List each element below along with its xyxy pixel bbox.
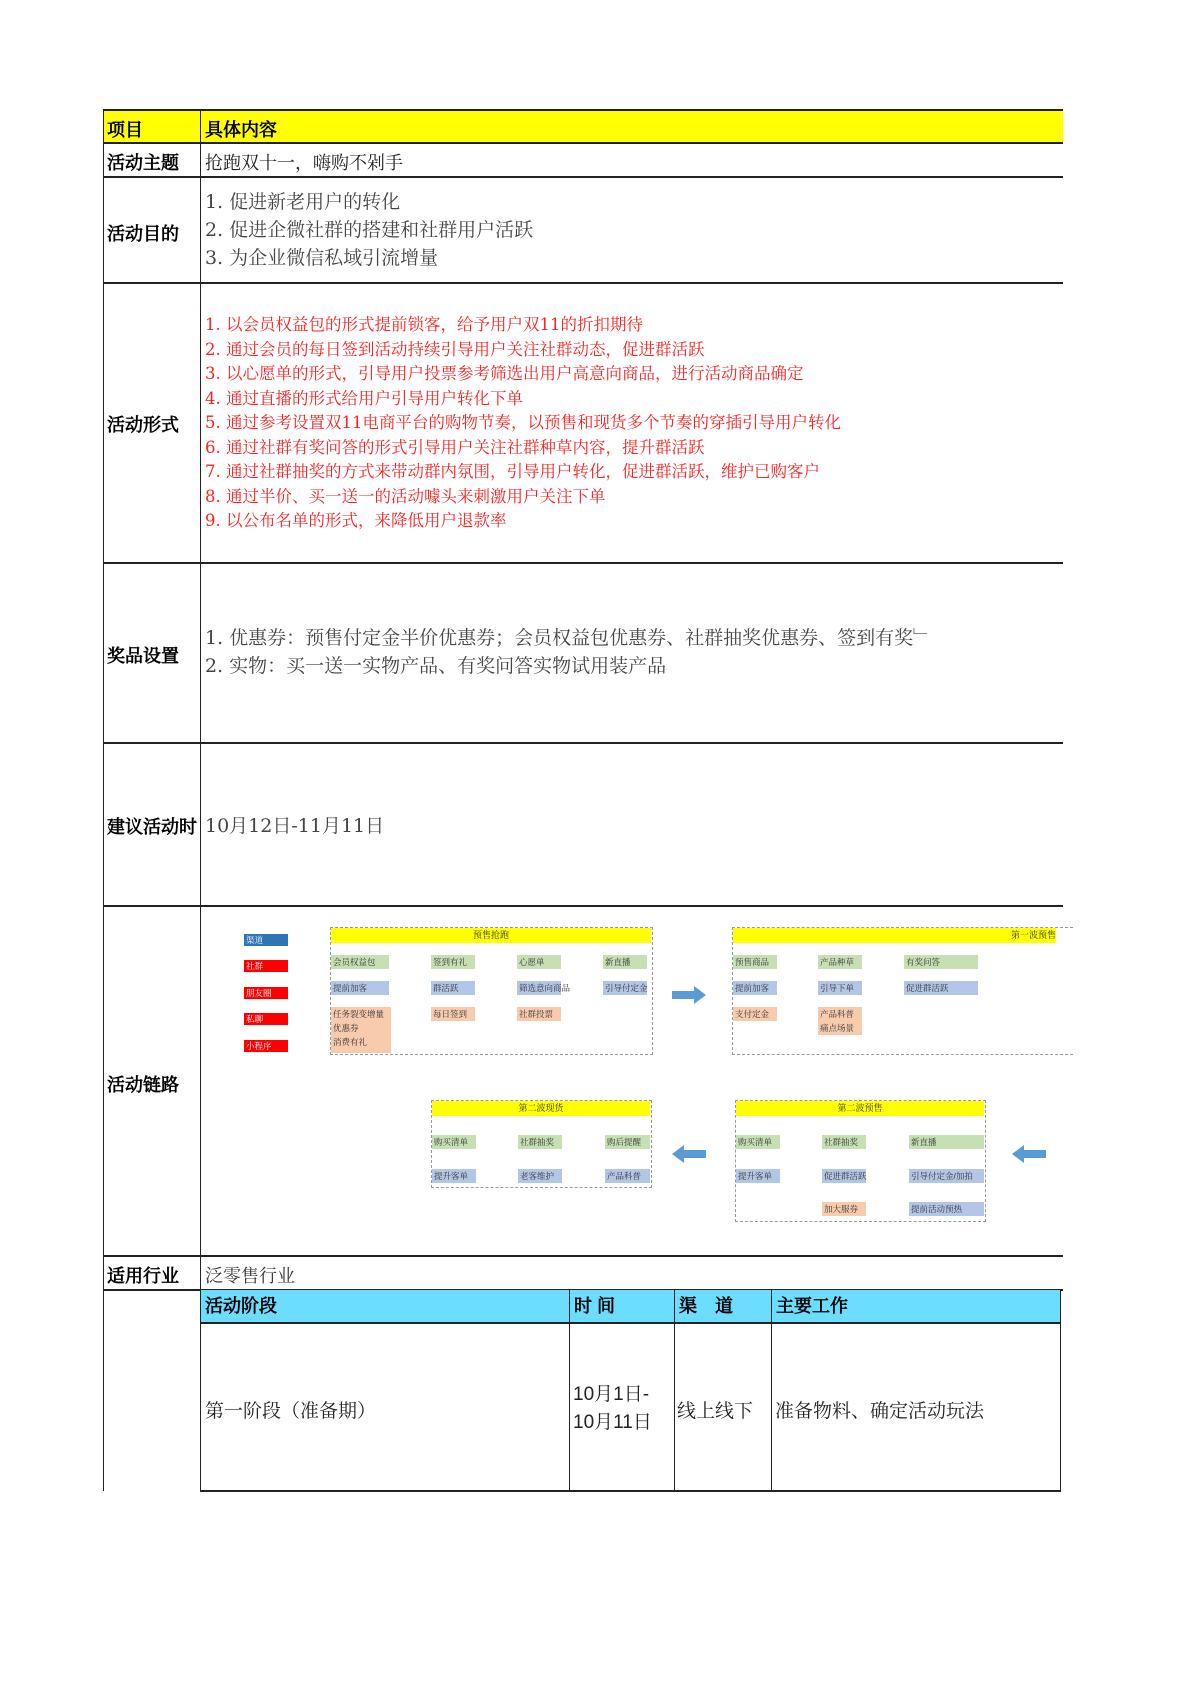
- flow-item: 筛选意向商品: [519, 983, 571, 993]
- border: [200, 1490, 1061, 1492]
- flow-item-stack: [331, 1007, 391, 1053]
- form-item: 3. 以心愿单的形式，引导用户投票参考筛选出用户高意向商品，进行活动商品确定: [205, 364, 804, 383]
- purpose-list: [205, 188, 533, 272]
- form-item: 7. 通过社群抽奖的方式来带动群内氛围，引导用户转化，促进群活跃，维护已购客户: [205, 462, 820, 481]
- purpose-item: 2. 促进企微社群的搭建和社群用户活跃: [205, 219, 534, 241]
- border: [103, 1255, 1063, 1257]
- flow-item: 提前加客: [733, 981, 777, 995]
- schedule-time-start: 10月1日-: [573, 1384, 650, 1405]
- flow-box-first-presale: [732, 927, 1073, 1055]
- flow-item: 产品种草: [818, 955, 862, 969]
- flow-item: 老客维护: [518, 1169, 562, 1183]
- flow-item: 促进群活跃: [904, 981, 978, 995]
- chain-label: 活动链路: [107, 1075, 179, 1095]
- flow-item: 提前活动预热: [909, 1202, 984, 1216]
- border: [103, 905, 1063, 907]
- arrow-right-icon: [672, 986, 706, 1004]
- flow-item: 社群抽奖: [518, 1135, 562, 1149]
- flow-item: 促进群活跃: [824, 1171, 867, 1181]
- flow-item: 引导付定金/加拍: [909, 1169, 984, 1183]
- time-label: 建议活动时: [107, 817, 197, 837]
- border: [103, 176, 1063, 178]
- arrow-left-icon: [1012, 1145, 1046, 1163]
- flow-item: 新直播: [909, 1135, 984, 1149]
- border: [200, 1322, 1061, 1324]
- prize-item: 2. 实物：买一送一实物产品、有奖问答实物试用装产品: [205, 655, 667, 677]
- prize-item: 1. 优惠券：预售付定金半价优惠券；会员权益包优惠券、社群抽奖优惠券、签到有奖﹂: [205, 627, 933, 649]
- schedule-stage: 第一阶段（准备期）: [205, 1401, 377, 1422]
- schedule-channel: 线上线下: [677, 1401, 754, 1422]
- flow-item: 引导付定金: [605, 983, 648, 993]
- form-item: 2. 通过会员的每日签到活动持续引导用户关注社群动态，促进群活跃: [205, 339, 705, 359]
- flow-item: 会员权益包: [331, 955, 389, 969]
- schedule-header-work: 主要工作: [772, 1290, 1060, 1323]
- flow-item: 心愿单: [517, 955, 561, 969]
- schedule-header-channel: 渠 道: [675, 1290, 771, 1323]
- flow-item: 新直播: [603, 955, 647, 969]
- border: [103, 742, 1063, 744]
- border: [103, 142, 1063, 144]
- theme-value: 抢跑双十一，嗨购不剁手: [205, 153, 403, 173]
- border: [103, 282, 1063, 284]
- flow-item: 有奖问答: [904, 955, 978, 969]
- prize-label: 奖品设置: [107, 646, 179, 666]
- flow-item: 任务裂变增量: [333, 1009, 385, 1019]
- flow-item: 提升客单: [736, 1169, 780, 1183]
- flow-item: 加大服券: [822, 1202, 866, 1216]
- flow-item: 产品科普: [605, 1169, 650, 1183]
- flow-item: 社群投票: [517, 1007, 561, 1021]
- border: [1060, 1290, 1061, 1491]
- industry-value: 泛零售行业: [205, 1266, 295, 1286]
- flow-title: 第二波预售: [736, 1101, 984, 1116]
- form-item: 4. 通过直播的形式给用户引导用户转化下单: [205, 388, 523, 408]
- form-item: 5. 通过参考设置双11电商平台的购物节奏，以预售和现货多个节奏的穿插引导用户转化: [205, 413, 841, 432]
- border: [771, 1290, 772, 1491]
- purpose-item: 1. 促进新老用户的转化: [205, 191, 401, 213]
- flow-item: 消费有礼: [333, 1037, 368, 1047]
- flow-title: 第二波现货: [432, 1101, 650, 1116]
- industry-label: 适用行业: [107, 1266, 179, 1286]
- legend-mini-program: 小程序: [244, 1040, 288, 1052]
- purpose-item: 3. 为企业微信私域引流增量: [205, 247, 439, 269]
- flow-item: 每日签到: [431, 1007, 475, 1021]
- form-list: [205, 313, 841, 534]
- border: [569, 1290, 570, 1491]
- time-value: 10月12日-11月11日: [205, 815, 385, 837]
- flow-item: 购买清单: [432, 1135, 476, 1149]
- border: [103, 109, 104, 1491]
- flow-item-stack: [818, 1007, 862, 1035]
- form-item: 8. 通过半价、买一送一的活动噱头来刺激用户关注下单: [205, 486, 606, 506]
- flow-item: 预售商品: [733, 955, 777, 969]
- form-item: 9. 以公布名单的形式，来降低用户退款率: [205, 511, 507, 530]
- legend-channel: 渠道: [244, 934, 288, 946]
- schedule-work: 准备物料、确定活动玩法: [775, 1401, 985, 1422]
- border: [103, 562, 1063, 564]
- flow-item: 社群抽奖: [822, 1135, 866, 1149]
- border: [674, 1290, 675, 1491]
- schedule-time: [573, 1381, 652, 1437]
- theme-label: 活动主题: [107, 153, 179, 173]
- legend-community: 社群: [244, 960, 288, 972]
- legend-moments: 朋友圈: [244, 987, 288, 999]
- form-item: 1. 以会员权益包的形式提前锁客，给予用户双11的折扣期待: [205, 315, 643, 334]
- flow-item: 支付定金: [733, 1007, 777, 1021]
- header-content: 具体内容: [205, 120, 277, 140]
- flow-item: 引导下单: [818, 981, 862, 995]
- flow-title: 预售抢跑: [331, 928, 651, 943]
- flow-item: 优惠券: [333, 1023, 359, 1033]
- form-item: 6. 通过社群有奖问答的形式引导用户关注社群种草内容，提升群活跃: [205, 437, 705, 457]
- flow-item: 提升客单: [432, 1169, 476, 1183]
- flow-title: 第一波预售: [733, 928, 1056, 943]
- arrow-left-icon: [672, 1145, 706, 1163]
- border: [200, 109, 201, 1491]
- form-label: 活动形式: [107, 415, 179, 435]
- legend-private-chat: 私聊: [244, 1013, 288, 1025]
- prize-list: [205, 624, 1061, 680]
- flow-item: 群活跃: [431, 981, 475, 995]
- purpose-label: 活动目的: [107, 224, 179, 244]
- schedule-header-time: 时 间: [570, 1290, 674, 1323]
- flow-item: 购后提醒: [605, 1135, 650, 1149]
- flow-item: 痛点场景: [820, 1023, 855, 1033]
- flow-item: 购买清单: [736, 1135, 780, 1149]
- flow-item: 产品科普: [820, 1009, 855, 1019]
- flow-item: 提前加客: [331, 981, 389, 995]
- header-item: 项目: [107, 120, 143, 140]
- flow-item: 签到有礼: [431, 955, 475, 969]
- schedule-time-end: 10月11日: [573, 1412, 652, 1433]
- schedule-header-stage: 活动阶段: [201, 1290, 569, 1323]
